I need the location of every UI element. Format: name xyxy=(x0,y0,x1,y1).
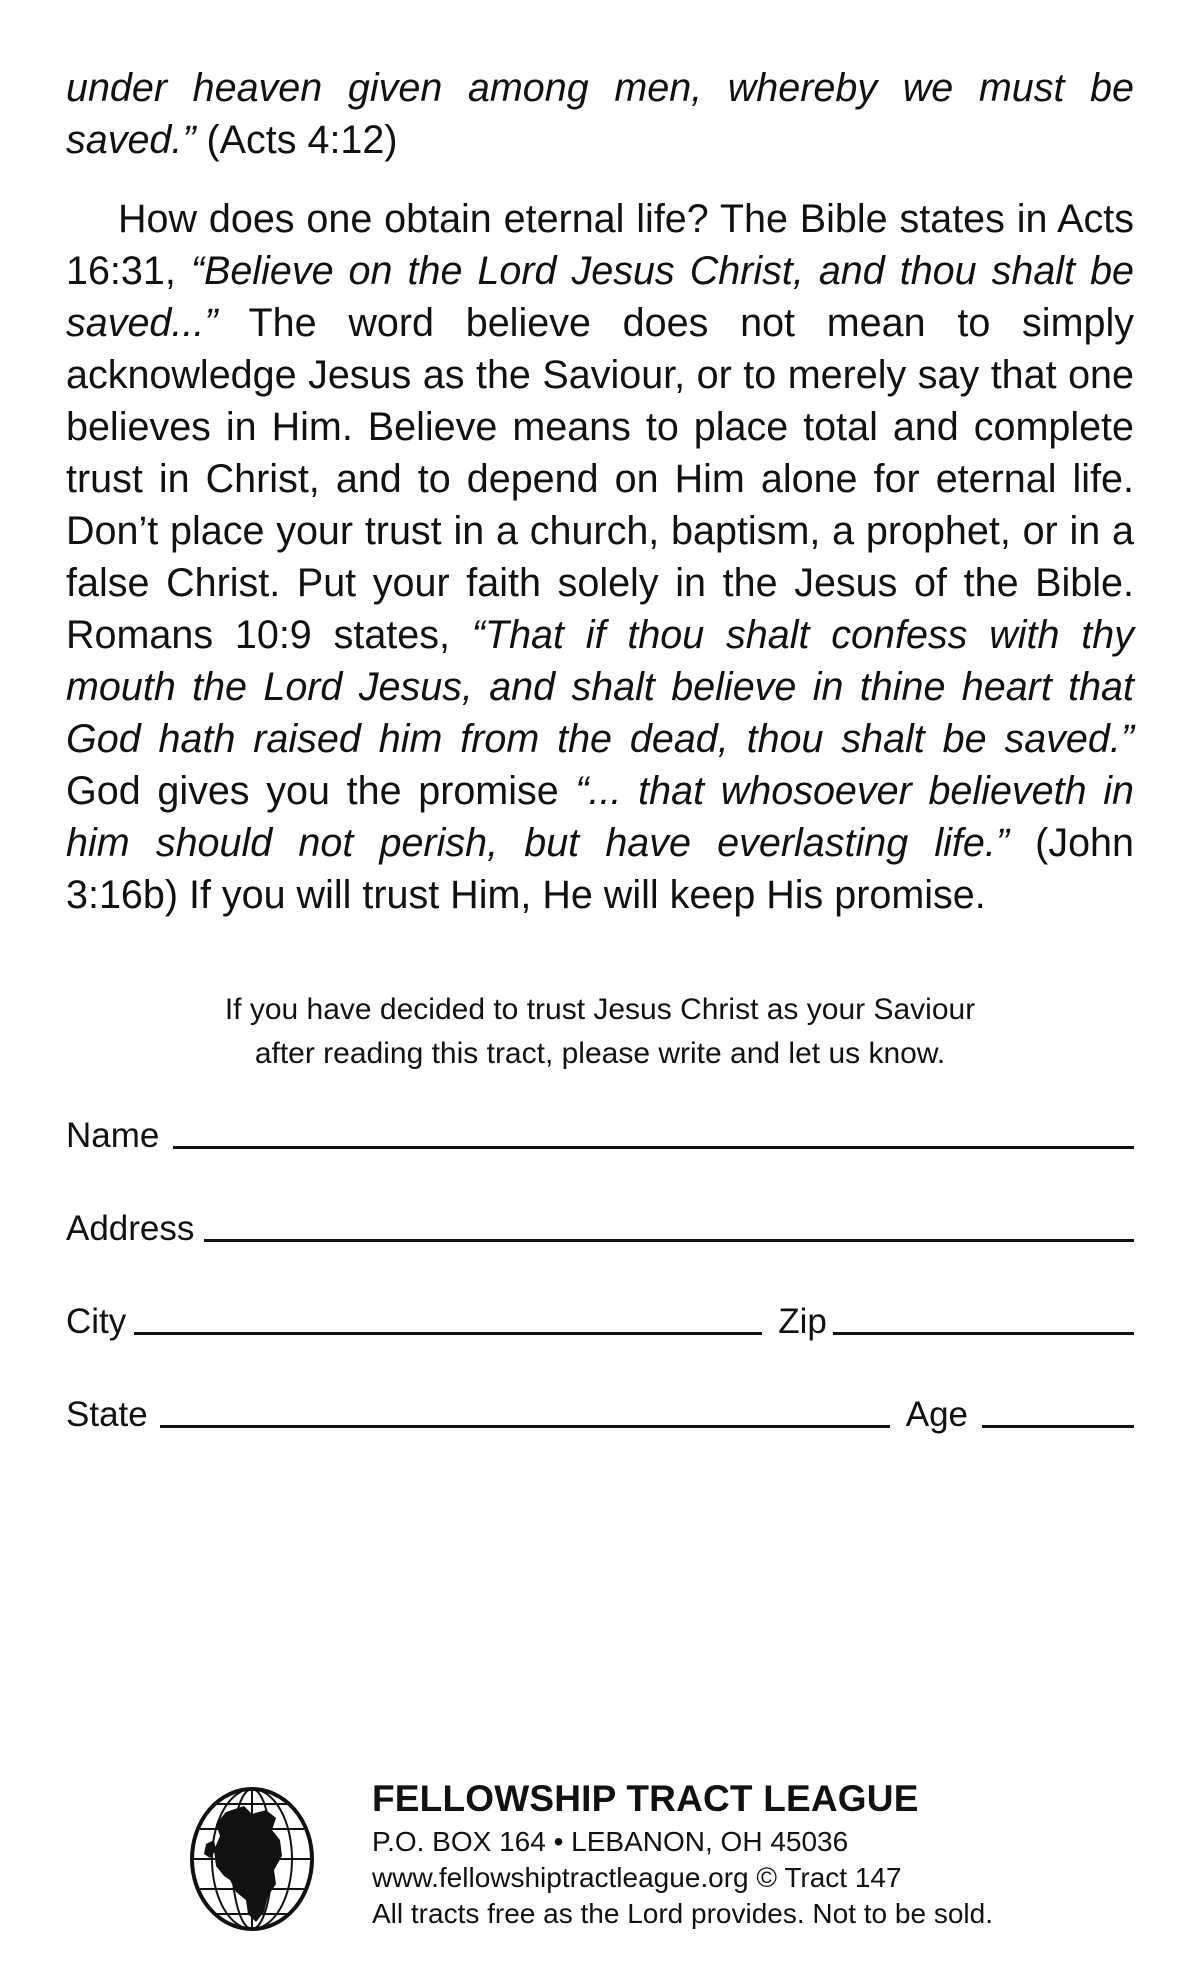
globe-logo-icon xyxy=(186,1784,318,1934)
invitation-text xyxy=(66,988,1134,1076)
invitation-line-2: after reading this tract, please write and let us know. xyxy=(254,1037,946,1070)
form-row-name xyxy=(66,1110,1134,1156)
zip-field[interactable] xyxy=(833,1332,1134,1335)
name-label: Name xyxy=(66,1116,160,1155)
age-field[interactable] xyxy=(982,1425,1134,1428)
paragraph-eternal-life xyxy=(66,193,1134,921)
body-text: (John 3:16b) If you will trust Him, He will keep His promise. xyxy=(66,821,1134,917)
invitation-line-1: If you have decided to trust Jesus Christ as your Saviour xyxy=(224,993,976,1026)
scripture-reference: (Acts 4:12) xyxy=(195,118,398,162)
paragraph-acts-4-12 xyxy=(66,62,1134,166)
scripture-quote: “That if thou shalt confess with thy mouth the Lord Jesus, and shalt believe in thine heart that God hath raised him from the dead, thou shalt be saved.” xyxy=(66,613,1135,761)
publisher-note: All tracts free as the Lord provides. Not to be sold. xyxy=(372,1898,993,1929)
scripture-quote: “... that whosoever believeth in him should not perish, but have everlasting life.” xyxy=(66,769,1134,865)
form-row-state xyxy=(66,1389,1134,1435)
body-text: The word believe does not mean to simply acknowledge Jesus as the Saviour, or to merely say that one believes in Him. Believe means to place total and complete trust in Christ, and to depend on Him alone for eternal life. Don’t place your trust in a church, baptism, a prophet, or in a false Christ. Put your faith solely in the Jesus of the Bible. Romans 10:9 states, xyxy=(66,301,1134,657)
age-label: Age xyxy=(905,1395,969,1434)
publisher-info xyxy=(372,1774,1012,1932)
publisher-website: www.fellowshiptractleague.org © Tract 147 xyxy=(372,1862,902,1893)
address-label: Address xyxy=(66,1209,195,1248)
city-label: City xyxy=(66,1302,127,1341)
publisher-footer xyxy=(186,1774,1046,1944)
zip-label: Zip xyxy=(778,1302,827,1341)
state-label: State xyxy=(66,1395,148,1434)
body-text: God gives you the promise xyxy=(66,769,576,813)
form-row-address xyxy=(66,1203,1134,1249)
address-field[interactable] xyxy=(204,1239,1134,1242)
state-field[interactable] xyxy=(160,1425,890,1428)
name-field[interactable] xyxy=(173,1146,1134,1149)
form-row-city xyxy=(66,1296,1134,1342)
city-field[interactable] xyxy=(134,1332,762,1335)
publisher-name: FELLOWSHIP TRACT LEAGUE xyxy=(372,1778,919,1819)
body-text: How does one obtain eternal life? The Bible states in Acts 16:31, xyxy=(66,197,1134,293)
scripture-quote: under heaven given among men, whereby we must be saved.” xyxy=(66,66,1134,162)
publisher-address: P.O. BOX 164 • LEBANON, OH 45036 xyxy=(372,1826,849,1857)
scripture-quote: “Believe on the Lord Jesus Christ, and thou shalt be saved...” xyxy=(66,249,1135,345)
